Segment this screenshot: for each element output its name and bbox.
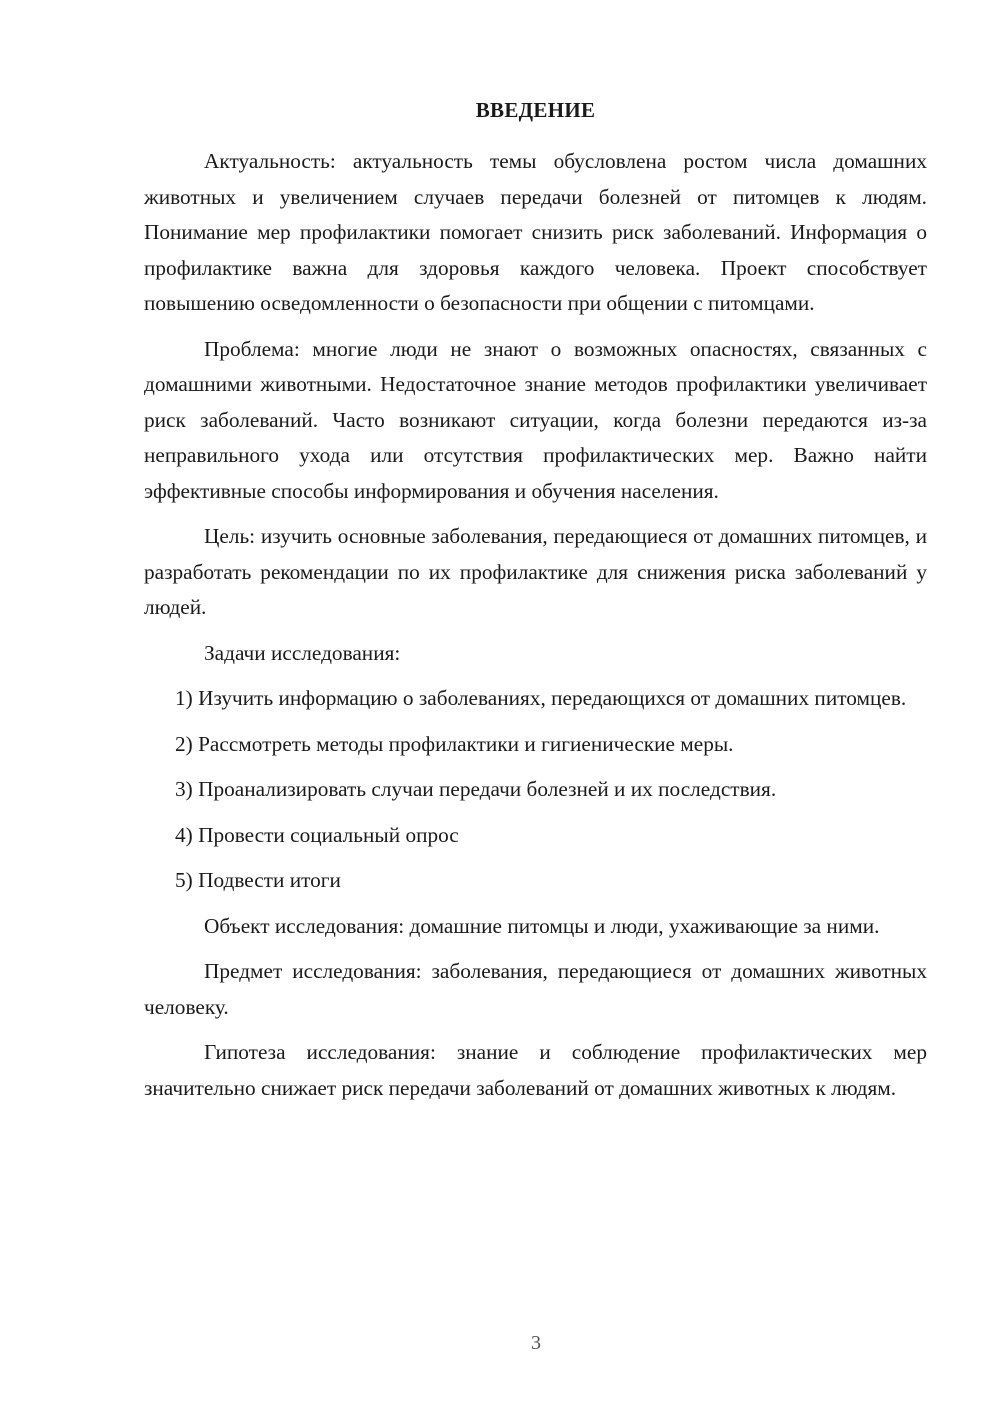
paragraph-problem: Проблема: многие люди не знают о возможных опасностях, связанных с домашними животными. Недостаточное знание методов профилактики увеличивает риск заболеваний. Часто возникают ситуации, когда болезни передаются из-за неправильного ухода или отсутствия профилактических мер. Важно найти эффективные способы информирования и обучения населения. [144, 336, 927, 503]
paragraph-object: Объект исследования: домашние питомцы и люди, ухаживающие за ними. [204, 913, 880, 938]
tasks-heading: Задачи исследования: [204, 640, 401, 665]
task-list-item: 1) Изучить информацию о заболеваниях, передающихся от домашних питомцев. [175, 686, 907, 710]
document-page [144, 92, 927, 1106]
paragraph-hypothesis: Гипотеза исследования: знание и соблюдение профилактических мер значительно снижает риск передачи заболеваний от домашних животных к людям. [144, 1040, 927, 1100]
paragraph-subject: Предмет исследования: заболевания, передающиеся от домашних животных человеку. [144, 959, 927, 1019]
paragraph-relevance: Актуальность: актуальность темы обусловлена ростом числа домашних животных и увеличением случаев передачи болезней от питомцев к людям. Понимание мер профилактики помогает снизить риск заболеваний. Информация о профилактике важна для здоровья каждого человека. Проект способствует повышению осведомленности о безопасности при общении с питомцами. [144, 149, 927, 315]
task-list-item: 5) Подвести итоги [175, 868, 341, 892]
task-list-item: 4) Провести социальный опрос [175, 822, 459, 847]
page-title: ВВЕДЕНИЕ [475, 98, 596, 122]
page-number: 3 [531, 1332, 541, 1354]
task-list-item: 3) Проанализировать случаи передачи болезней и их последствия. [175, 777, 777, 801]
paragraph-goal: Цель: изучить основные заболевания, передающиеся от домашних питомцев, и разработать рекомендации по их профилактике для снижения риска заболеваний у людей. [144, 524, 927, 619]
task-list-item: 2) Рассмотреть методы профилактики и гигиенические меры. [175, 731, 734, 756]
